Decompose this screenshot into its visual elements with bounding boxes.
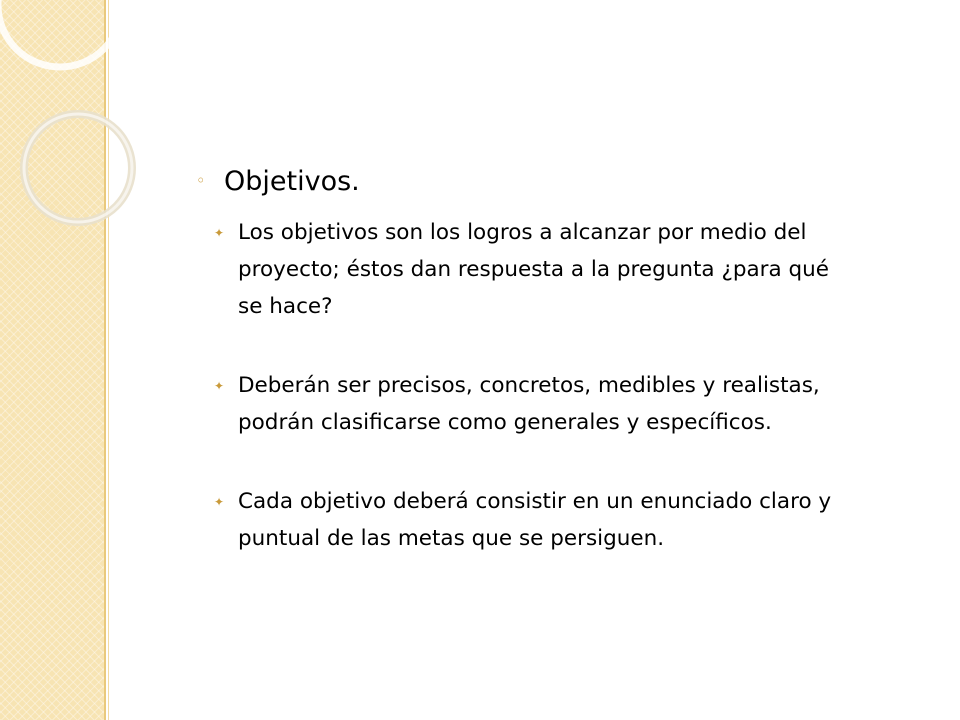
dot-bullet-icon: ✦: [214, 379, 225, 393]
bullet-list: [196, 214, 896, 557]
list-item-text: Los objetivos son los logros a alcanzar por medio del proyecto; éstos dan respuesta a la pregunta ¿para qué se hace?: [238, 220, 830, 319]
list-item-text: Deberán ser precisos, concretos, medibles y realistas, podrán clasificarse como generales y específicos.: [238, 373, 820, 435]
dot-bullet-icon: ✦: [214, 495, 225, 509]
list-item: [214, 367, 896, 441]
dot-bullet-icon: ✦: [214, 226, 225, 240]
list-item: [214, 483, 896, 557]
slide-content: [196, 160, 896, 599]
heading-row: [196, 160, 896, 204]
ring-bullet-icon: ◦: [196, 171, 206, 190]
slide-heading: Objetivos.: [224, 166, 360, 197]
list-item-text: Cada objetivo deberá consistir en un enunciado claro y puntual de las metas que se persiguen.: [238, 489, 832, 551]
decorative-circles-icon: [0, 0, 200, 260]
list-item: [214, 214, 896, 325]
